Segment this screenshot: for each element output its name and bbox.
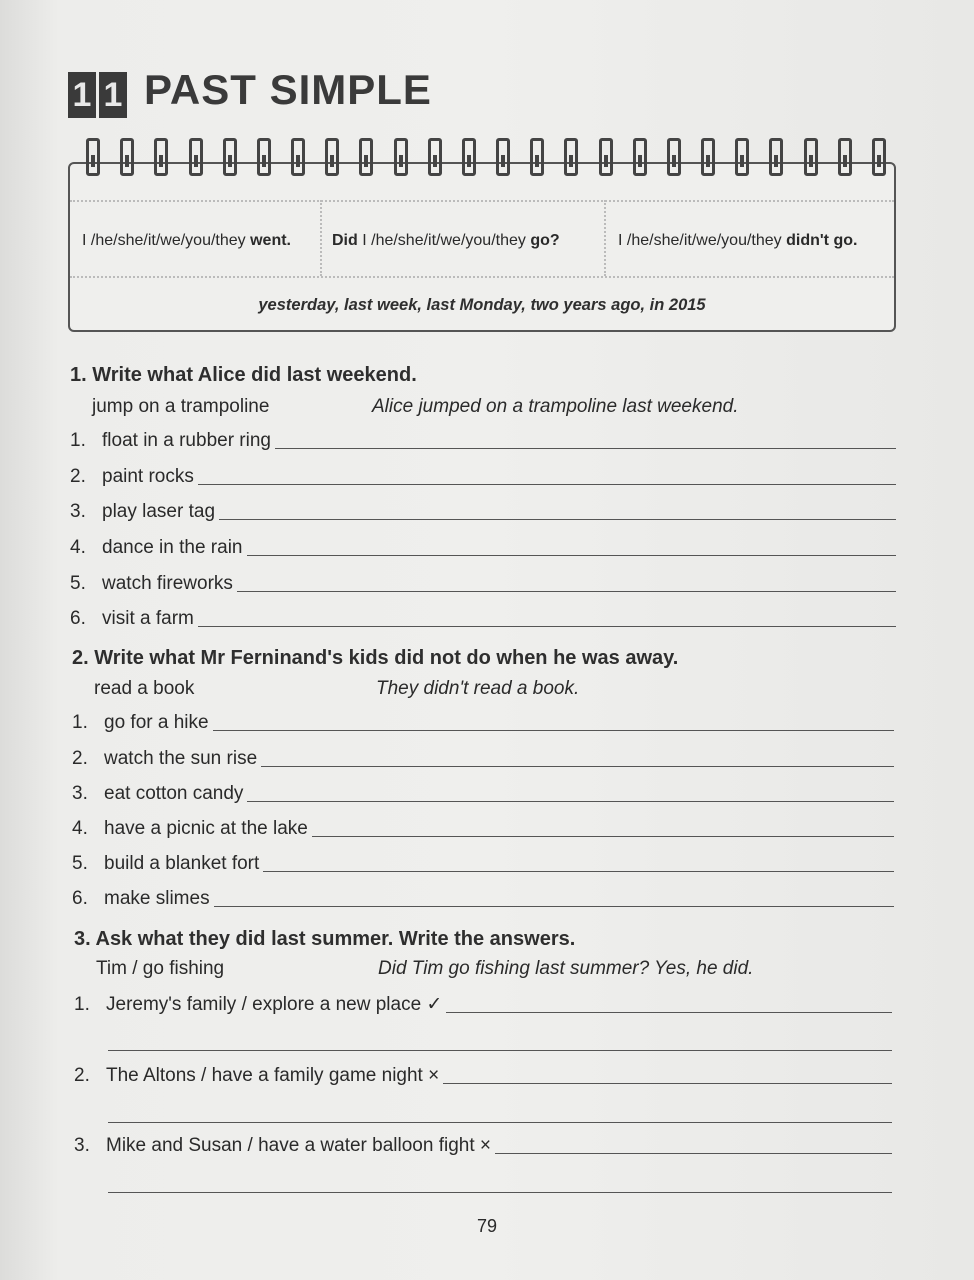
exercise-1-heading: 1. Write what Alice did last weekend. xyxy=(70,364,417,386)
item-number: 3. xyxy=(72,783,88,804)
ring-icon xyxy=(428,138,442,176)
answer-line[interactable] xyxy=(247,554,897,556)
binder-rings xyxy=(86,138,886,180)
ring-icon xyxy=(633,138,647,176)
ring-icon xyxy=(530,138,544,176)
answer-line[interactable] xyxy=(108,1192,892,1193)
ring-icon xyxy=(564,138,578,176)
item-number: 1. xyxy=(74,994,90,1015)
item-number: 3. xyxy=(70,501,86,522)
item-text: dance in the rain xyxy=(102,537,243,558)
answer-line[interactable] xyxy=(443,1082,892,1084)
grammar-verb: go? xyxy=(530,232,560,249)
item-number: 5. xyxy=(72,853,88,874)
ring-icon xyxy=(394,138,408,176)
item-number: 4. xyxy=(72,818,88,839)
item-text: Jeremy's family / explore a new place ✓ xyxy=(106,994,443,1015)
unit-digit: 1 xyxy=(99,72,127,118)
answer-line[interactable] xyxy=(495,1152,892,1154)
item-text: go for a hike xyxy=(104,712,209,733)
exercise-1-item xyxy=(70,466,896,488)
exercise-2-item xyxy=(72,712,894,734)
answer-line[interactable] xyxy=(198,483,896,485)
item-text: build a blanket fort xyxy=(104,853,260,874)
ring-icon xyxy=(359,138,373,176)
ring-icon xyxy=(769,138,783,176)
exercise-1-item xyxy=(70,537,896,559)
ring-icon xyxy=(257,138,271,176)
ring-icon xyxy=(462,138,476,176)
item-number: 1. xyxy=(70,430,86,451)
item-text: have a picnic at the lake xyxy=(104,818,308,839)
grammar-text: I /he/she/it/we/you/they xyxy=(357,232,531,249)
exercise-1-item xyxy=(70,430,896,452)
answer-line[interactable] xyxy=(213,729,894,731)
item-number: 1. xyxy=(72,712,88,733)
ring-icon xyxy=(667,138,681,176)
divider xyxy=(320,200,322,276)
answer-line[interactable] xyxy=(198,625,896,627)
item-number: 4. xyxy=(70,537,86,558)
page-number: 79 xyxy=(476,1216,498,1236)
exercise-3-item xyxy=(74,993,892,1016)
answer-line[interactable] xyxy=(275,447,896,449)
ring-icon xyxy=(291,138,305,176)
grammar-verb: Did xyxy=(332,232,358,249)
answer-line[interactable] xyxy=(312,835,894,837)
grammar-verb: went. xyxy=(250,232,291,249)
grammar-affirmative xyxy=(82,232,291,250)
item-number: 6. xyxy=(72,888,88,909)
ring-icon xyxy=(154,138,168,176)
answer-line[interactable] xyxy=(108,1050,892,1051)
ring-icon xyxy=(86,138,100,176)
unit-number-badge xyxy=(68,72,130,114)
ring-icon xyxy=(735,138,749,176)
ring-icon xyxy=(223,138,237,176)
exercise-3-example-answer: Did Tim go fishing last summer? Yes, he did. xyxy=(378,958,754,979)
item-number: 6. xyxy=(70,608,86,629)
item-text: watch fireworks xyxy=(102,573,233,594)
item-number: 2. xyxy=(70,466,86,487)
answer-line[interactable] xyxy=(247,800,894,802)
item-text: paint rocks xyxy=(102,466,194,487)
item-text: play laser tag xyxy=(102,501,216,522)
ring-icon xyxy=(599,138,613,176)
answer-line[interactable] xyxy=(219,518,896,520)
item-text: visit a farm xyxy=(102,608,194,629)
ring-icon xyxy=(701,138,715,176)
item-text: make slimes xyxy=(104,888,210,909)
ring-icon xyxy=(838,138,852,176)
grammar-text: I /he/she/it/we/you/they xyxy=(618,232,787,249)
divider xyxy=(70,200,894,202)
item-number: 2. xyxy=(72,748,88,769)
ring-icon xyxy=(120,138,134,176)
answer-line[interactable] xyxy=(108,1122,892,1123)
exercise-1-item xyxy=(70,501,896,523)
exercise-2-item xyxy=(72,818,894,840)
exercise-3-heading: 3. Ask what they did last summer. Write the answers. xyxy=(74,928,576,950)
exercise-3-item xyxy=(74,1065,892,1087)
unit-digit: 1 xyxy=(68,72,96,118)
answer-line[interactable] xyxy=(237,590,896,592)
exercise-2-heading: 2. Write what Mr Ferninand's kids did not do when he was away. xyxy=(72,647,679,669)
item-text: Mike and Susan / have a water balloon fight × xyxy=(106,1135,491,1156)
answer-line[interactable] xyxy=(214,905,894,907)
ring-icon xyxy=(804,138,818,176)
exercise-2-item xyxy=(72,888,894,910)
grammar-verb: didn't go. xyxy=(786,232,858,249)
ring-icon xyxy=(496,138,510,176)
answer-line[interactable] xyxy=(263,870,894,872)
unit-title: PAST SIMPLE xyxy=(144,66,432,113)
exercise-1-item xyxy=(70,608,896,630)
item-number: 3. xyxy=(74,1135,90,1156)
exercise-2-item xyxy=(72,853,894,875)
item-text: The Altons / have a family game night × xyxy=(106,1065,440,1086)
exercise-1-example-prompt: jump on a trampoline xyxy=(92,396,270,417)
divider xyxy=(70,276,894,278)
exercise-3-item xyxy=(74,1135,892,1157)
item-text: float in a rubber ring xyxy=(102,430,271,451)
item-text: eat cotton candy xyxy=(104,783,244,804)
exercise-2-example-prompt: read a book xyxy=(94,678,195,699)
item-number: 2. xyxy=(74,1065,90,1086)
item-text: watch the sun rise xyxy=(104,748,258,769)
ring-icon xyxy=(189,138,203,176)
item-number: 5. xyxy=(70,573,86,594)
exercise-2-item xyxy=(72,748,894,770)
grammar-negative xyxy=(618,232,857,250)
exercise-1-item xyxy=(70,573,896,595)
answer-line[interactable] xyxy=(446,1011,892,1013)
divider xyxy=(604,200,606,276)
exercise-2-item xyxy=(72,783,894,805)
exercise-2-example-answer: They didn't read a book. xyxy=(376,678,580,699)
grammar-box xyxy=(68,162,896,332)
exercise-1-example-answer: Alice jumped on a trampoline last weekend. xyxy=(372,396,739,417)
ring-icon xyxy=(872,138,886,176)
grammar-question xyxy=(332,232,560,250)
time-expressions: yesterday, last week, last Monday, two years ago, in 2015 xyxy=(258,296,706,314)
answer-line[interactable] xyxy=(261,765,894,767)
ring-icon xyxy=(325,138,339,176)
exercise-3-example-prompt: Tim / go fishing xyxy=(96,958,225,979)
grammar-text: I /he/she/it/we/you/they xyxy=(82,232,251,249)
